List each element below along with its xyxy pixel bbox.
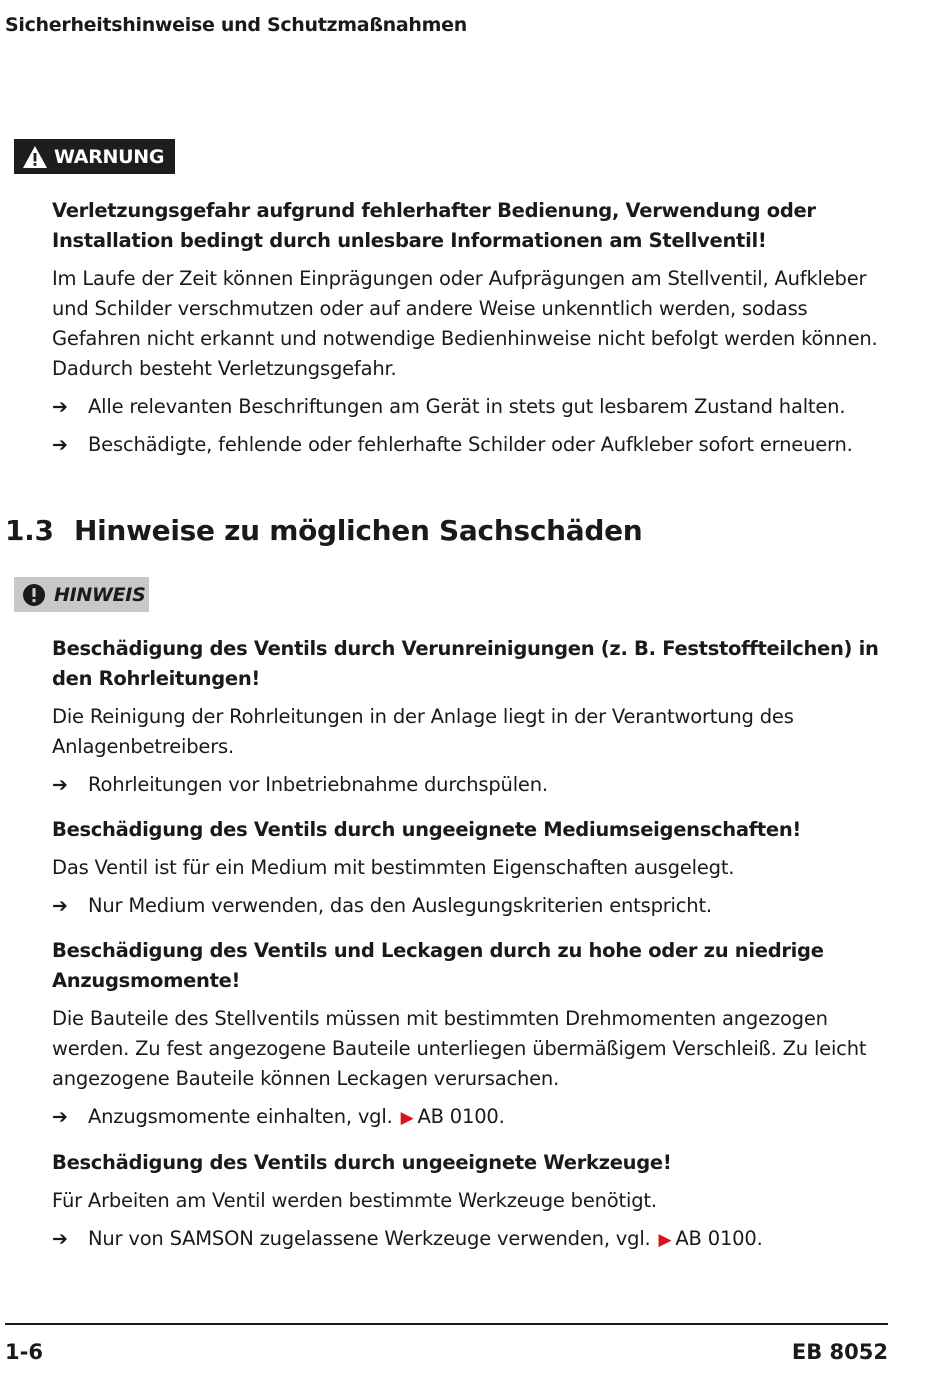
document-reference-link[interactable]: AB 0100.: [675, 1227, 763, 1250]
page-number: 1-6: [5, 1340, 43, 1364]
arrow-right-icon: ➔: [52, 774, 68, 796]
arrow-right-icon: ➔: [52, 1228, 68, 1250]
warning-step-2-text: Beschädigte, fehlende oder fehlerhafte Schilder oder Aufkleber sofort erneuern.: [88, 433, 853, 456]
warning-badge-label: WARNUNG: [54, 145, 165, 168]
notice-item-2-step: [52, 891, 892, 921]
warning-step-1: [52, 392, 892, 422]
section-number: 1.3: [5, 514, 54, 547]
notice-item-4-body: Für Arbeiten am Ventil werden bestimmte Werkzeuge benötigt.: [52, 1189, 657, 1212]
document-reference-link[interactable]: AB 0100.: [417, 1105, 505, 1128]
warning-step-1-text: Alle relevanten Beschriftungen am Gerät in stets gut lesbarem Zustand halten.: [88, 395, 846, 418]
exclamation-circle-icon: [22, 583, 46, 607]
arrow-right-icon: ➔: [52, 1106, 68, 1128]
notice-item-3-title: Beschädigung des Ventils und Leckagen durch zu hohe oder zu niedrige Anzugsmomente!: [52, 939, 824, 992]
notice-badge: [14, 577, 149, 612]
notice-item-4-step: [52, 1224, 892, 1255]
warning-block: [52, 196, 892, 460]
notice-item-1-body: Die Reinigung der Rohrleitungen in der Anlage liegt in der Verantwortung des Anlagenbetreibers.: [52, 705, 794, 758]
notice-item-3-step-text: Anzugsmomente einhalten, vgl.: [88, 1105, 393, 1128]
notice-item-3-step: [52, 1102, 892, 1133]
section-heading: [5, 514, 642, 547]
reference-triangle-icon: ▶: [658, 1230, 672, 1250]
notice-item-1-title: Beschädigung des Ventils durch Verunreinigungen (z. B. Feststoffteilchen) in den Rohrleitungen!: [52, 637, 879, 690]
arrow-right-icon: ➔: [52, 434, 68, 456]
warning-title: Verletzungsgefahr aufgrund fehlerhafter Bedienung, Verwendung oder Installation bedingt durch unlesbare Informationen am Stellventil!: [52, 199, 816, 252]
reference-triangle-icon: ▶: [400, 1108, 414, 1128]
page-header-title: Sicherheitshinweise und Schutzmaßnahmen: [5, 14, 467, 36]
notice-item-3-body: Die Bauteile des Stellventils müssen mit bestimmten Drehmomenten angezogen werden. Zu fest angezogene Bauteile unterliegen übermäßigem Verschleiß. Zu leicht angezogene Bauteile können Leckagen verursachen.: [52, 1007, 867, 1090]
warning-step-2: [52, 430, 892, 460]
section-title: Hinweise zu möglichen Sachschäden: [74, 514, 643, 547]
notice-item-2-body: Das Ventil ist für ein Medium mit bestimmten Eigenschaften ausgelegt.: [52, 856, 735, 879]
warning-triangle-icon: [22, 145, 48, 169]
footer-divider: [5, 1323, 888, 1325]
arrow-right-icon: ➔: [52, 895, 68, 917]
notice-item-4-step-text: Nur von SAMSON zugelassene Werkzeuge verwenden, vgl.: [88, 1227, 651, 1250]
document-id: EB 8052: [791, 1340, 888, 1364]
notice-item-1-step: [52, 770, 892, 800]
warning-badge: [14, 139, 175, 174]
warning-body: Im Laufe der Zeit können Einprägungen oder Aufprägungen am Stellventil, Aufkleber und Schilder verschmutzen oder auf andere Weise unkenntlich werden, sodass Gefahren nicht erkannt und notwendige Bedienhinweise nicht befolgt werden können. Dadurch besteht Verletzungsgefahr.: [52, 267, 878, 380]
notice-badge-label: HINWEIS: [54, 583, 146, 606]
notice-item-4-title: Beschädigung des Ventils durch ungeeignete Werkzeuge!: [52, 1151, 672, 1174]
arrow-right-icon: ➔: [52, 396, 68, 418]
notice-item-2-step-text: Nur Medium verwenden, das den Auslegungskriterien entspricht.: [88, 894, 712, 917]
notice-item-1-step-text: Rohrleitungen vor Inbetriebnahme durchspülen.: [88, 773, 548, 796]
notice-block: [52, 634, 892, 1255]
notice-item-2-title: Beschädigung des Ventils durch ungeeignete Mediumseigenschaften!: [52, 818, 802, 841]
